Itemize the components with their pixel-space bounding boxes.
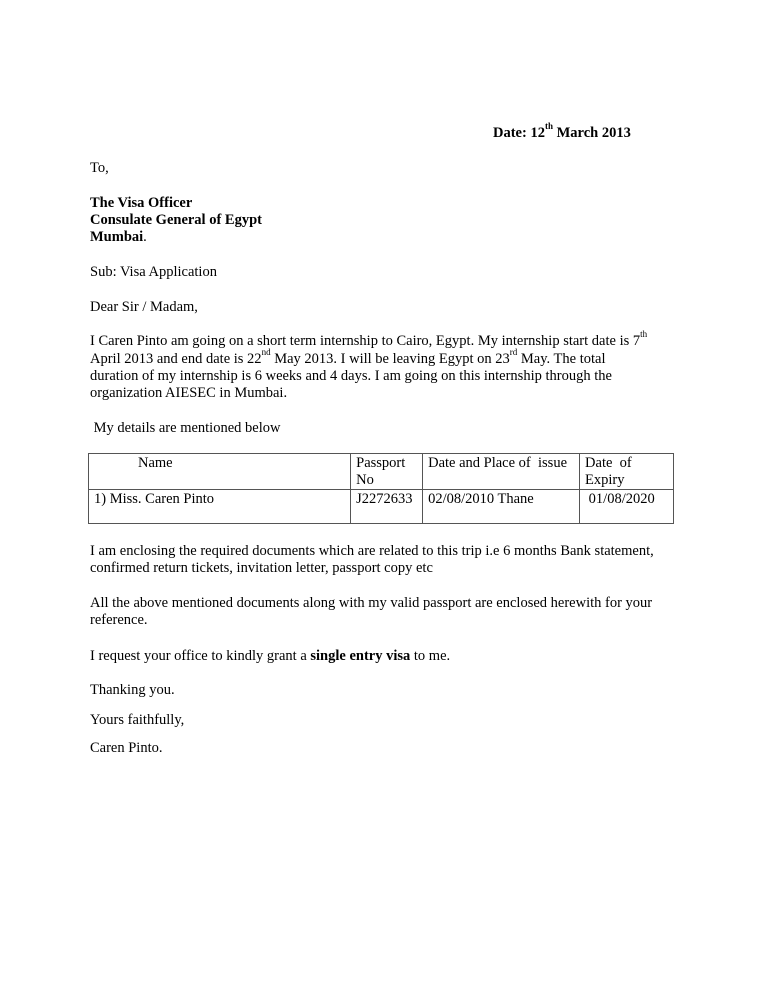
- cell-issue: 02/08/2010 Thane: [423, 490, 580, 524]
- paragraph-1-line-1: I Caren Pinto am going on a short term internship to Cairo, Egypt. My internship start date is 7th: [90, 329, 648, 349]
- subject-line: Sub: Visa Application: [90, 264, 217, 280]
- header-expiry: Date of Expiry: [580, 454, 674, 490]
- paragraph-3-line-1: All the above mentioned documents along with my valid passport are enclosed herewith for your: [90, 595, 653, 611]
- paragraph-4: I request your office to kindly grant a single entry visa to me.: [90, 648, 451, 664]
- closing-thanks: Thanking you.: [90, 682, 175, 698]
- closing-yours: Yours faithfully,: [90, 712, 185, 728]
- paragraph-1-line-3: duration of my internship is 6 weeks and 4 days. I am going on this internship through the: [90, 368, 612, 384]
- letter-date: Date: 12th March 2013: [493, 121, 631, 141]
- signature-name: Caren Pinto.: [90, 740, 163, 756]
- paragraph-1-line-2: April 2013 and end date is 22nd May 2013. I will be leaving Egypt on 23rd May. The total: [90, 347, 606, 367]
- salutation-to: To,: [90, 160, 109, 176]
- addressee-line-3: Mumbai.: [90, 229, 147, 245]
- cell-passport: J2272633: [351, 490, 423, 524]
- header-passport: Passport No: [351, 454, 423, 490]
- cell-expiry: 01/08/2020: [580, 490, 674, 524]
- addressee-line-1: The Visa Officer: [90, 195, 193, 211]
- greeting: Dear Sir / Madam,: [90, 299, 198, 315]
- table-row: [89, 490, 674, 524]
- paragraph-1-line-4: organization AIESEC in Mumbai.: [90, 385, 288, 401]
- addressee-line-2: Consulate General of Egypt: [90, 212, 262, 228]
- cell-name: 1) Miss. Caren Pinto: [89, 490, 351, 524]
- table-header-row: [89, 454, 674, 490]
- paragraph-2-line-2: confirmed return tickets, invitation letter, passport copy etc: [90, 560, 433, 576]
- details-intro: My details are mentioned below: [90, 420, 281, 436]
- header-name: Name: [89, 454, 351, 490]
- details-table: [88, 453, 674, 524]
- header-issue: Date and Place of issue: [423, 454, 580, 490]
- paragraph-3-line-2: reference.: [90, 612, 148, 628]
- paragraph-2-line-1: I am enclosing the required documents which are related to this trip i.e 6 months Bank statement,: [90, 543, 654, 559]
